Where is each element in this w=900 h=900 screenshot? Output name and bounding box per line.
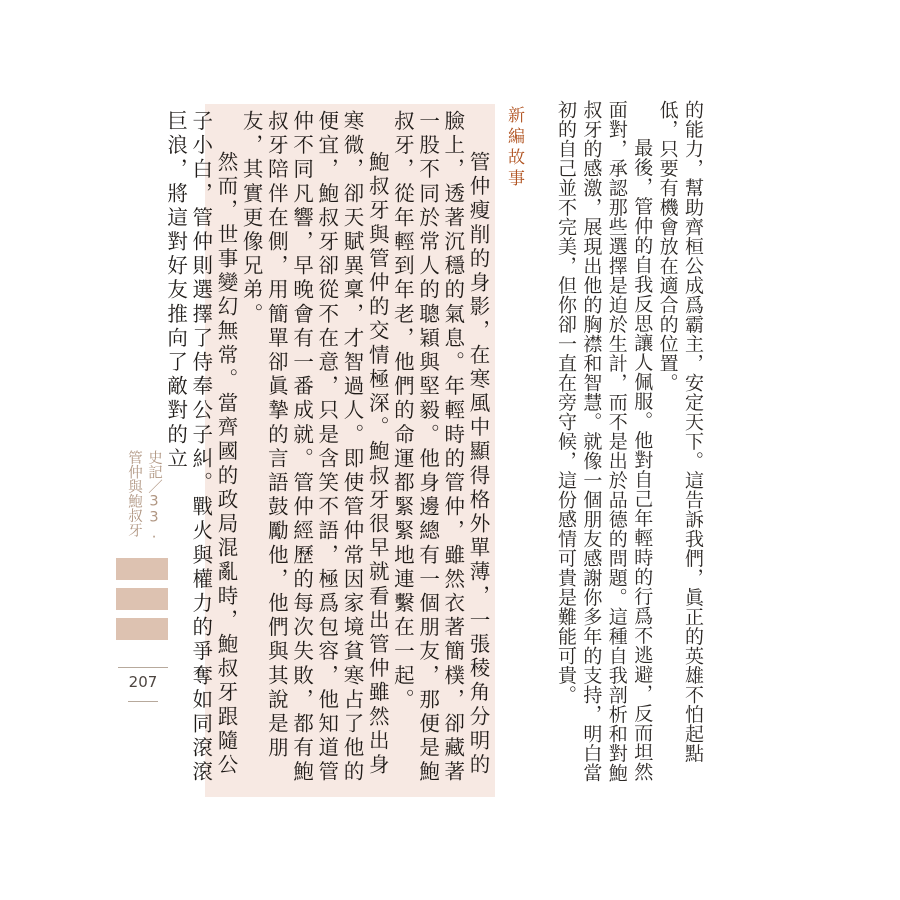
section-tab-1: [116, 558, 168, 580]
commentary-paragraph-2: 最後，管仲的自我反思讓人佩服。他對自己年輕時的行爲不逃避，反而坦然面對，承認那些選擇是迫於生計，而不是出於品德的問題。這種自我剖析和對鮑叔牙的感激，展現出他的胸襟和智慧。就像一個朋友感謝你多年的支持，明白當初的自己並不完美，但你卻一直在旁守候，這份感情可貴是難能可貴。: [554, 100, 654, 783]
story-tag: 新編故事: [498, 106, 526, 190]
story-text: [163, 110, 490, 794]
story-paragraph-2: 鮑叔牙與管仲的交情極深。鮑叔牙很早就看出管仲雖然出身寒微，卻天賦異稟，才智過人。即使管仲常因家境貧寒占了他的便宜，鮑叔牙卻從不在意，只是含笑不語，極爲包容，他知道管仲不同凡響，早晚會有一番成就。管仲經歷的每次失敗，都有鮑叔牙陪伴在側，用簡單卻眞摯的言語鼓勵他，他們與其說是朋友，其實更像兄弟。: [239, 110, 390, 785]
running-head-chapter: 33.管仲與鮑叔牙: [126, 450, 162, 542]
running-head-book: 史記: [146, 450, 162, 479]
running-head-separator: ／: [146, 479, 162, 494]
commentary-paragraph-1: 的能力，幫助齊桓公成爲霸主，安定天下。這告訴我們，眞正的英雄不怕起點低，只要有機會放在適合的位置。: [656, 100, 704, 763]
section-tab-2: [116, 588, 168, 610]
story-paragraph-1: 管仲瘦削的身影，在寒風中顯得格外單薄，一張稜角分明的臉上，透著沉穩的氣息。年輕時的管仲，雖然衣著簡樸，卻藏著一股不同於常人的聰穎與堅毅。他身邊總有一個朋友，那便是鮑叔牙，從年輕到年老，他們的命運都緊緊地連繫在一起。: [390, 110, 490, 785]
page-number-rule: [128, 701, 158, 702]
running-head: [126, 450, 164, 555]
commentary-text: [545, 100, 705, 800]
section-tab-3: [116, 618, 168, 640]
story-paragraph-3: 然而，世事變幻無常。當齊國的政局混亂時，鮑叔牙跟隨公子小白，管仲則選擇了侍奉公子糾。戰火與權力的爭奪如同滾滾巨浪，將這對好友推向了敵對的立: [163, 110, 238, 785]
page-number: 207: [118, 667, 168, 691]
